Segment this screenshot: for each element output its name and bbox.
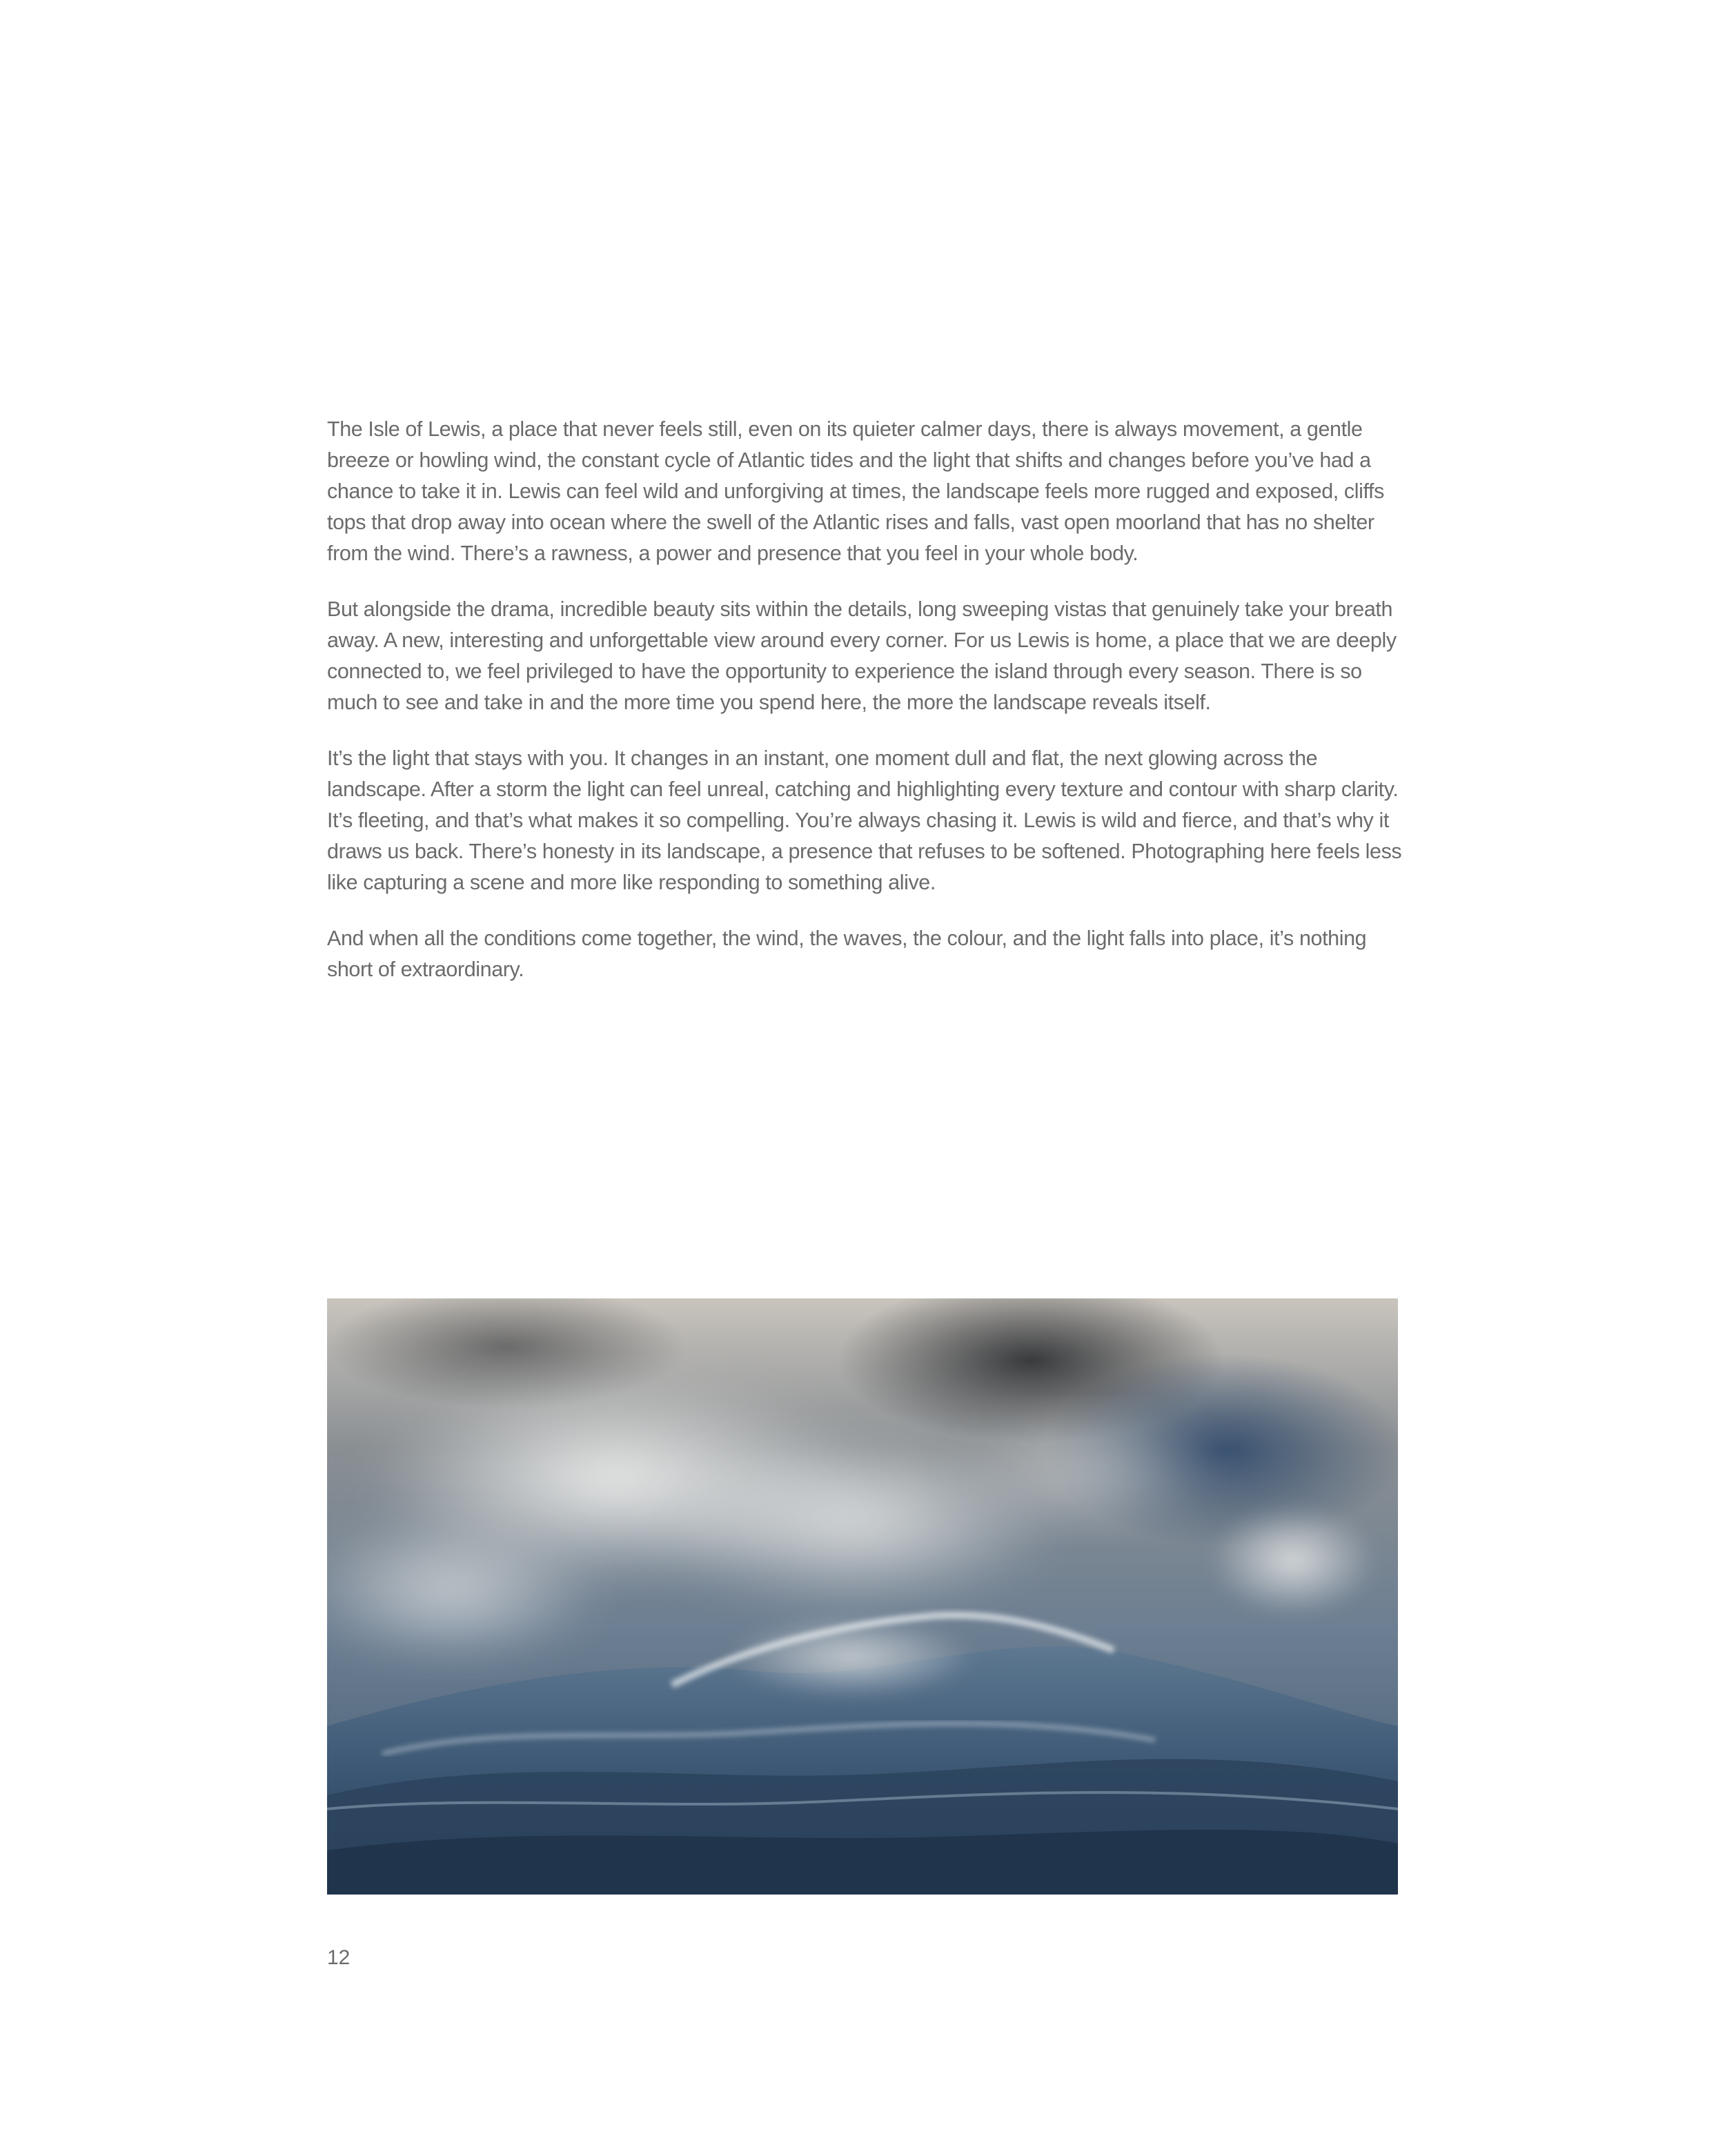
paragraph-3: It’s the light that stays with you. It changes in an instant, one moment dull and flat, the next glowing across the landscape. After a storm the light can feel unreal, catching and highlighting every texture and contour with sharp clarity. It’s fleeting, and that’s what makes it so compelling. You’re always chasing it. Lewis is wild and fierce, and that’s why it draws us back. There’s honesty in its landscape, a presence that refuses to be softened. Photographing here feels less like capturing a scene and more like responding to something alive.	[327, 746, 1402, 894]
body-text	[327, 414, 1403, 1010]
storm-wave-photo	[327, 1298, 1398, 1895]
wave-illustration	[327, 1298, 1398, 1895]
paragraph-2: But alongside the drama, incredible beauty sits within the details, long sweeping vistas that genuinely take your breath away. A new, interesting and unforgettable view around every corner. For us Lewis is home, a place that we are deeply connected to, we feel privileged to have the opportunity to experience the island through every season. There is so much to see and take in and the more time you spend here, the more the landscape reveals itself.	[327, 597, 1397, 714]
page-number: 12	[327, 1946, 351, 1969]
paragraph-4: And when all the conditions come together, the wind, the waves, the colour, and the light falls into place, it’s nothing short of extraordinary.	[327, 927, 1367, 981]
paragraph-1: The Isle of Lewis, a place that never feels still, even on its quieter calmer days, there is always movement, a gentle breeze or howling wind, the constant cycle of Atlantic tides and the light that shifts and changes before you’ve had a chance to take it in. Lewis can feel wild and unforgiving at times, the landscape feels more rugged and exposed, cliffs tops that drop away into ocean where the swell of the Atlantic rises and falls, vast open moorland that has no shelter from the wind. There’s a rawness, a power and presence that you feel in your whole body.	[327, 417, 1384, 565]
